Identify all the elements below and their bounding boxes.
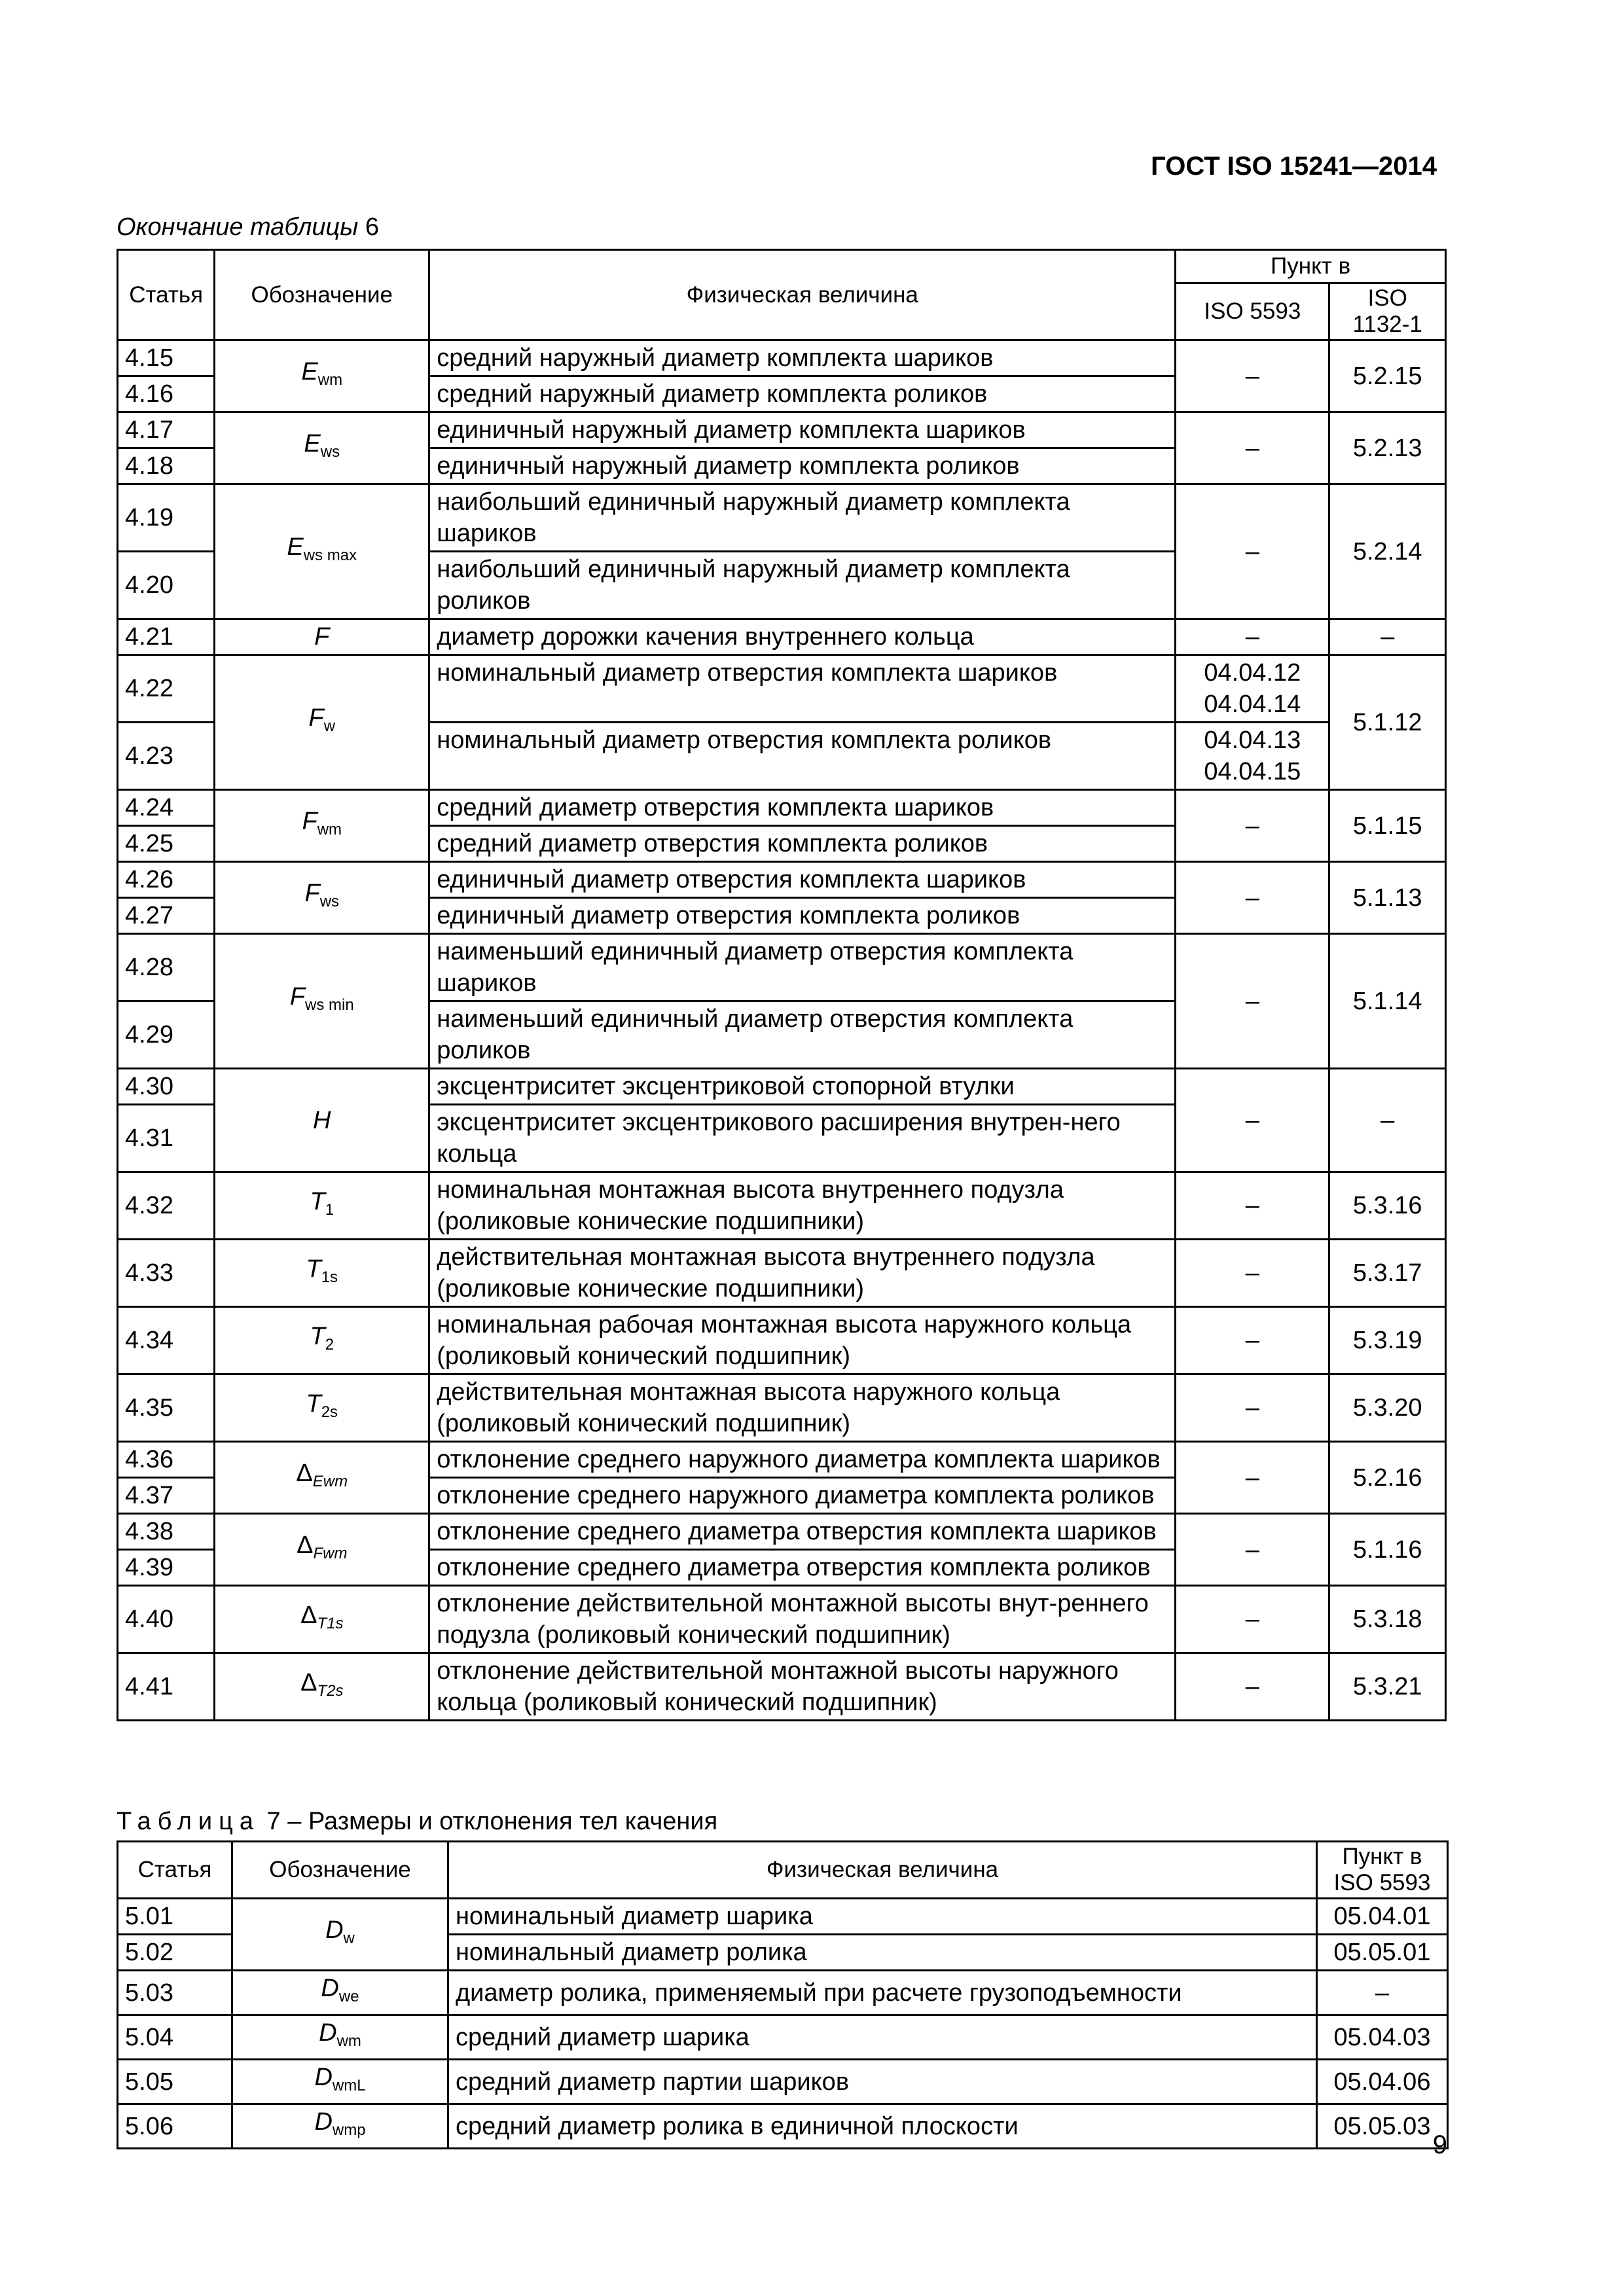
ref-iso5593: – bbox=[1176, 790, 1329, 862]
row-num: 4.21 bbox=[118, 619, 215, 655]
ref-iso5593: – bbox=[1176, 1653, 1329, 1721]
ref-iso1132: – bbox=[1329, 619, 1446, 655]
row-num: 4.27 bbox=[118, 898, 215, 934]
ref-iso1132: 5.1.12 bbox=[1329, 655, 1446, 790]
row-text: отклонение действительной монтажной высоты внут-реннего подузла (роликовый конический подшипник) bbox=[429, 1586, 1176, 1653]
row-num: 5.03 bbox=[118, 1971, 232, 2015]
ref-iso1132: 5.2.14 bbox=[1329, 484, 1446, 619]
symbol-f: F bbox=[215, 619, 429, 655]
symbol-delta-t1s: $\Delta_{T1s}$ bbox=[215, 1586, 429, 1653]
ref-iso1132: 5.2.13 bbox=[1329, 412, 1446, 484]
row-ref: 05.05.01 bbox=[1317, 1935, 1448, 1971]
ref-iso5593: – bbox=[1176, 862, 1329, 934]
table-row bbox=[118, 1514, 1446, 1550]
col-clause: Пункт в ISO 5593 bbox=[1317, 1842, 1448, 1899]
ref-iso1132: 5.1.14 bbox=[1329, 934, 1446, 1069]
row-num: 4.40 bbox=[118, 1586, 215, 1653]
row-text: диаметр ролика, применяемый при расчете грузоподъемности bbox=[448, 1971, 1317, 2015]
row-text: средний диаметр шарика bbox=[448, 2015, 1317, 2060]
row-num: 4.24 bbox=[118, 790, 215, 826]
row-ref: 05.05.03 bbox=[1317, 2104, 1448, 2149]
row-text: эксцентриситет эксцентрикового расширения внутрен-него кольца bbox=[429, 1105, 1176, 1172]
row-text: отклонение действительной монтажной высоты наружного кольца (роликовый конический подшипник) bbox=[429, 1653, 1176, 1721]
row-num: 4.19 bbox=[118, 484, 215, 552]
symbol-t2: $T_2$ bbox=[215, 1307, 429, 1374]
ref-iso1132: 5.3.16 bbox=[1329, 1172, 1446, 1240]
table6-caption-num: 6 bbox=[365, 213, 379, 241]
col-clause: Пункт в bbox=[1176, 250, 1446, 283]
row-text: номинальный диаметр шарика bbox=[448, 1899, 1317, 1935]
col-iso1132: ISO 1132-1 bbox=[1329, 283, 1446, 340]
row-num: 4.34 bbox=[118, 1307, 215, 1374]
symbol-ewm: $E_{wm}$ bbox=[215, 340, 429, 412]
row-ref: 05.04.03 bbox=[1317, 2015, 1448, 2060]
row-text: действительная монтажная высота внутреннего подузла (роликовые конические подшипники) bbox=[429, 1240, 1176, 1307]
col-quantity: Физическая величина bbox=[429, 250, 1176, 340]
table-row bbox=[118, 2060, 1448, 2104]
table-row bbox=[118, 2104, 1448, 2149]
ref-iso1132: 5.1.13 bbox=[1329, 862, 1446, 934]
row-num: 4.22 bbox=[118, 655, 215, 723]
table-row bbox=[118, 1971, 1448, 2015]
row-num: 5.01 bbox=[118, 1899, 232, 1935]
col-iso5593: ISO 5593 bbox=[1176, 283, 1329, 340]
col-article: Статья bbox=[118, 1842, 232, 1899]
row-num: 4.41 bbox=[118, 1653, 215, 1721]
table6 bbox=[117, 249, 1447, 1721]
table-row bbox=[118, 340, 1446, 376]
row-text: отклонение среднего наружного диаметра комплекта шариков bbox=[429, 1442, 1176, 1478]
ref-iso5593: – bbox=[1176, 340, 1329, 412]
col-symbol: Обозначение bbox=[215, 250, 429, 340]
row-num: 4.26 bbox=[118, 862, 215, 898]
symbol-t1: $T_1$ bbox=[215, 1172, 429, 1240]
table6-caption-italic: Окончание таблицы bbox=[117, 213, 359, 241]
symbol-t2s: $T_{2s}$ bbox=[215, 1374, 429, 1442]
ref-iso5593: – bbox=[1176, 1069, 1329, 1172]
row-num: 4.32 bbox=[118, 1172, 215, 1240]
table-row bbox=[118, 1586, 1446, 1653]
row-text: наибольший единичный наружный диаметр комплекта шариков bbox=[429, 484, 1176, 552]
row-text: наименьший единичный диаметр отверстия комплекта шариков bbox=[429, 934, 1176, 1001]
row-text: отклонение среднего наружного диаметра комплекта роликов bbox=[429, 1478, 1176, 1514]
symbol-t1s: $T_{1s}$ bbox=[215, 1240, 429, 1307]
table6-caption bbox=[117, 213, 379, 242]
ref-iso1132: 5.2.15 bbox=[1329, 340, 1446, 412]
row-text: номинальный диаметр ролика bbox=[448, 1935, 1317, 1971]
symbol-dwmp: $D_{wmp}$ bbox=[232, 2104, 448, 2149]
table-row bbox=[118, 619, 1446, 655]
row-text: средний диаметр отверстия комплекта шариков bbox=[429, 790, 1176, 826]
row-num: 4.25 bbox=[118, 826, 215, 862]
row-text: диаметр дорожки качения внутреннего кольца bbox=[429, 619, 1176, 655]
ref-iso5593: – bbox=[1176, 1374, 1329, 1442]
symbol-ewsmax: $E_{ws max}$ bbox=[215, 484, 429, 619]
symbol-fw: $F_w$ bbox=[215, 655, 429, 790]
row-num: 4.31 bbox=[118, 1105, 215, 1172]
row-text: единичный диаметр отверстия комплекта шариков bbox=[429, 862, 1176, 898]
symbol-delta-ewm: $\Delta_{Ewm}$ bbox=[215, 1442, 429, 1514]
ref-iso5593: – bbox=[1176, 1442, 1329, 1514]
row-num: 4.33 bbox=[118, 1240, 215, 1307]
row-num: 4.29 bbox=[118, 1001, 215, 1069]
table-row bbox=[118, 2015, 1448, 2060]
row-num: 4.23 bbox=[118, 723, 215, 790]
ref-iso1132: 5.3.19 bbox=[1329, 1307, 1446, 1374]
ref-iso1132: 5.3.20 bbox=[1329, 1374, 1446, 1442]
symbol-fws: $F_{ws}$ bbox=[215, 862, 429, 934]
row-num: 4.37 bbox=[118, 1478, 215, 1514]
table7 bbox=[117, 1840, 1449, 2149]
row-num: 5.02 bbox=[118, 1935, 232, 1971]
table-row bbox=[118, 1653, 1446, 1721]
row-text: средний наружный диаметр комплекта роликов bbox=[429, 376, 1176, 412]
row-text: отклонение среднего диаметра отверстия комплекта шариков bbox=[429, 1514, 1176, 1550]
ref-iso1132: 5.3.21 bbox=[1329, 1653, 1446, 1721]
ref-iso5593: – bbox=[1176, 412, 1329, 484]
col-article: Статья bbox=[118, 250, 215, 340]
row-text: единичный диаметр отверстия комплекта роликов bbox=[429, 898, 1176, 934]
symbol-fwm: $F_{wm}$ bbox=[215, 790, 429, 862]
table-row bbox=[118, 1069, 1446, 1105]
row-num: 4.39 bbox=[118, 1550, 215, 1586]
table-row bbox=[118, 1442, 1446, 1478]
symbol-ews: $E_{ws}$ bbox=[215, 412, 429, 484]
col-symbol: Обозначение bbox=[232, 1842, 448, 1899]
ref-iso1132: 5.1.15 bbox=[1329, 790, 1446, 862]
table-row bbox=[118, 412, 1446, 448]
row-text: наименьший единичный диаметр отверстия комплекта роликов bbox=[429, 1001, 1176, 1069]
row-text: наибольший единичный наружный диаметр комплекта роликов bbox=[429, 552, 1176, 619]
row-num: 4.38 bbox=[118, 1514, 215, 1550]
row-text: номинальный диаметр отверстия комплекта шариков bbox=[429, 655, 1176, 723]
ref-iso1132: 5.3.17 bbox=[1329, 1240, 1446, 1307]
row-num: 4.35 bbox=[118, 1374, 215, 1442]
row-ref: 05.04.01 bbox=[1317, 1899, 1448, 1935]
table-row bbox=[118, 1374, 1446, 1442]
table-row bbox=[118, 934, 1446, 1001]
table-row bbox=[118, 1240, 1446, 1307]
ref-iso5593: – bbox=[1176, 1307, 1329, 1374]
table-row bbox=[118, 1899, 1448, 1935]
row-text: эксцентриситет эксцентриковой стопорной втулки bbox=[429, 1069, 1176, 1105]
symbol-dw: $D_w$ bbox=[232, 1899, 448, 1971]
row-num: 4.28 bbox=[118, 934, 215, 1001]
symbol-delta-fwm: $\Delta_{Fwm}$ bbox=[215, 1514, 429, 1586]
ref-iso5593: – bbox=[1176, 619, 1329, 655]
symbol-dwe: $D_{we}$ bbox=[232, 1971, 448, 2015]
ref-iso1132: 5.1.16 bbox=[1329, 1514, 1446, 1586]
table7-caption bbox=[117, 1808, 717, 1836]
row-text: средний диаметр ролика в единичной плоскости bbox=[448, 2104, 1317, 2149]
ref-iso5593: 04.04.13 04.04.15 bbox=[1176, 723, 1329, 790]
table-row bbox=[118, 862, 1446, 898]
row-text: средний диаметр отверстия комплекта роликов bbox=[429, 826, 1176, 862]
table-row bbox=[118, 1307, 1446, 1374]
table7-header-row bbox=[118, 1842, 1448, 1899]
ref-iso1132: 5.2.16 bbox=[1329, 1442, 1446, 1514]
ref-iso5593: 04.04.12 04.04.14 bbox=[1176, 655, 1329, 723]
row-num: 4.20 bbox=[118, 552, 215, 619]
row-text: отклонение среднего диаметра отверстия комплекта роликов bbox=[429, 1550, 1176, 1586]
row-text: средний диаметр партии шариков bbox=[448, 2060, 1317, 2104]
row-num: 4.18 bbox=[118, 448, 215, 484]
row-ref: 05.04.06 bbox=[1317, 2060, 1448, 2104]
ref-iso1132: 5.3.18 bbox=[1329, 1586, 1446, 1653]
symbol-dwm: $D_{wm}$ bbox=[232, 2015, 448, 2060]
row-text: номинальный диаметр отверстия комплекта роликов bbox=[429, 723, 1176, 790]
row-text: номинальная рабочая монтажная высота наружного кольца (роликовый конический подшипник) bbox=[429, 1307, 1176, 1374]
ref-iso5593: – bbox=[1176, 1240, 1329, 1307]
row-text: единичный наружный диаметр комплекта роликов bbox=[429, 448, 1176, 484]
ref-iso5593: – bbox=[1176, 484, 1329, 619]
row-num: 5.05 bbox=[118, 2060, 232, 2104]
symbol-h: H bbox=[215, 1069, 429, 1172]
row-num: 4.30 bbox=[118, 1069, 215, 1105]
ref-iso5593: – bbox=[1176, 1172, 1329, 1240]
symbol-dwml: $D_{wmL}$ bbox=[232, 2060, 448, 2104]
symbol-delta-t2s: $\Delta_{T2s}$ bbox=[215, 1653, 429, 1721]
table-row bbox=[118, 790, 1446, 826]
row-text: единичный наружный диаметр комплекта шариков bbox=[429, 412, 1176, 448]
table7-caption-rest: 7 – Размеры и отклонения тел качения bbox=[260, 1808, 718, 1835]
symbol-fwsmin: $F_{ws min}$ bbox=[215, 934, 429, 1069]
ref-iso5593: – bbox=[1176, 1586, 1329, 1653]
row-num: 4.16 bbox=[118, 376, 215, 412]
row-text: номинальная монтажная высота внутреннего подузла (роликовые конические подшипники) bbox=[429, 1172, 1176, 1240]
row-ref: – bbox=[1317, 1971, 1448, 2015]
ref-iso1132: – bbox=[1329, 1069, 1446, 1172]
row-num: 5.06 bbox=[118, 2104, 232, 2149]
page-number: 9 bbox=[1432, 2130, 1447, 2159]
row-text: средний наружный диаметр комплекта шариков bbox=[429, 340, 1176, 376]
row-num: 4.15 bbox=[118, 340, 215, 376]
table7-caption-spaced: Таблица bbox=[117, 1808, 260, 1835]
ref-iso5593: – bbox=[1176, 1514, 1329, 1586]
table6-header-row bbox=[118, 250, 1446, 283]
row-text: действительная монтажная высота наружного кольца (роликовый конический подшипник) bbox=[429, 1374, 1176, 1442]
table-row bbox=[118, 1172, 1446, 1240]
table-row bbox=[118, 655, 1446, 723]
row-num: 4.36 bbox=[118, 1442, 215, 1478]
table-row bbox=[118, 484, 1446, 552]
ref-iso5593: – bbox=[1176, 934, 1329, 1069]
row-num: 5.04 bbox=[118, 2015, 232, 2060]
document-header: ГОСТ ISO 15241—2014 bbox=[1151, 152, 1437, 181]
col-quantity: Физическая величина bbox=[448, 1842, 1317, 1899]
row-num: 4.17 bbox=[118, 412, 215, 448]
